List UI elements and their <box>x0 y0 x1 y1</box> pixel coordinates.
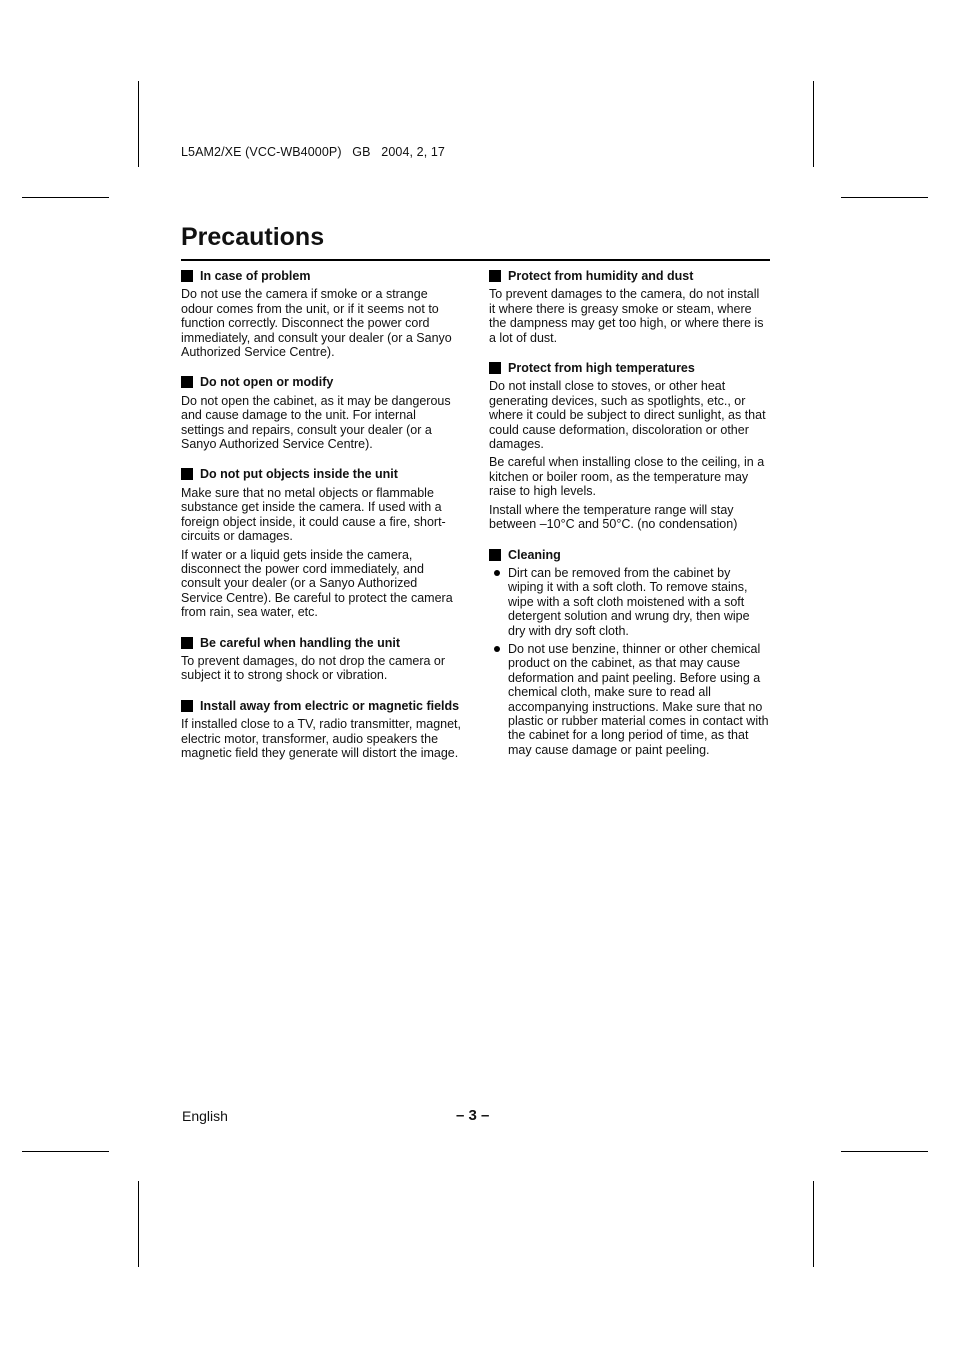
section-careful-handling <box>181 636 461 683</box>
page-title: Precautions <box>181 223 325 251</box>
document-meta: L5AM2/XE (VCC-WB4000P) GB 2004, 2, 17 <box>181 145 445 159</box>
square-bullet-icon <box>181 637 193 649</box>
bullet-dot-icon <box>494 570 500 576</box>
crop-mark <box>138 1181 139 1267</box>
section-paragraph: If water or a liquid gets inside the camera, disconnect the power cord immediately, and consult your dealer (or a Sanyo Authorized Service Centre). Be careful to protect the camera from rain, sea water, etc. <box>181 547 453 620</box>
section-humidity-dust <box>489 269 769 345</box>
section-heading: Protect from humidity and dust <box>508 269 694 283</box>
square-bullet-icon <box>181 376 193 388</box>
section-paragraph: Do not use the camera if smoke or a strange odour comes from the unit, or if it seems not to function correctly. Disconnect the power cord immediately, and consult your dealer (or a Sanyo Authorized Service Centre). <box>181 287 452 360</box>
section-heading: Cleaning <box>508 547 561 562</box>
list-item <box>489 642 769 757</box>
section-heading: Do not open or modify <box>200 375 334 390</box>
section-heading: Install away from electric or magnetic fields <box>200 698 460 713</box>
list-item-text: Do not use benzine, thinner or other chemical product on the cabinet, as that may cause deformation and paint peeling. Before using a chemical cloth, make sure to read all accompanying instructions. Make sure that no plastic or rubber material comes in contact with the cabinet for a long period of time, as that may cause damage or paint peeling. <box>508 641 769 757</box>
list-item-text: Dirt can be removed from the cabinet by wiping it with a soft cloth. To remove stains, wipe with a soft cloth moistened with a soft detergent solution and wrung dry, then wipe dry with dry soft cloth. <box>508 565 750 638</box>
section-no-objects-inside <box>181 467 461 619</box>
crop-mark <box>138 81 139 167</box>
section-heading: Do not put objects inside the unit <box>200 467 398 482</box>
section-paragraph: Be careful when installing close to the ceiling, in a kitchen or boiler room, as the temperature may raise to high levels. <box>489 455 765 499</box>
footer-language: English <box>182 1108 228 1124</box>
square-bullet-icon <box>489 549 501 561</box>
crop-mark <box>841 197 928 198</box>
section-paragraph: If installed close to a TV, radio transmitter, magnet, electric motor, transformer, audio speakers the magnetic field they generate will distort the image. <box>181 717 462 760</box>
page-number: – 3 – <box>456 1107 490 1124</box>
section-paragraph: To prevent damages to the camera, do not install it where there is greasy smoke or steam, where the dampness may get too high, or where there is a lot of dust. <box>489 287 764 345</box>
section-paragraph: Make sure that no metal objects or flammable substance get inside the camera. If used with a foreign object inside, it could cause a fire, short-circuits or damages. <box>181 485 446 544</box>
left-column <box>181 269 461 776</box>
right-column <box>489 269 769 773</box>
section-magnetic-fields <box>181 699 461 761</box>
section-paragraph: Do not open the cabinet, as it may be dangerous and cause damage to the unit. For internal settings and repairs, consult your dealer (or a Sanyo Authorized Service Centre). <box>181 393 451 452</box>
cleaning-list <box>489 566 769 757</box>
section-in-case-of-problem <box>181 269 461 359</box>
section-paragraph: Install where the temperature range will stay between –10°C and 50°C. (no condensation) <box>489 502 738 532</box>
section-heading: Be careful when handling the unit <box>200 635 401 650</box>
crop-mark <box>813 1181 814 1267</box>
square-bullet-icon <box>181 468 193 480</box>
section-paragraph: To prevent damages, do not drop the camera or subject it to strong shock or vibration. <box>181 653 446 683</box>
square-bullet-icon <box>181 700 193 712</box>
square-bullet-icon <box>181 270 193 282</box>
square-bullet-icon <box>489 270 501 282</box>
crop-mark <box>813 81 814 167</box>
section-do-not-open <box>181 375 461 451</box>
section-high-temperatures <box>489 361 769 531</box>
crop-mark <box>841 1151 928 1152</box>
crop-mark <box>22 1151 109 1152</box>
section-heading: Protect from high temperatures <box>508 361 695 376</box>
square-bullet-icon <box>489 362 501 374</box>
title-divider <box>181 259 770 261</box>
section-paragraph: Do not install close to stoves, or other heat generating devices, such as spotlights, etc., or where it could be subject to direct sunlight, as that could cause deformation, discoloration or other damages. <box>489 379 766 452</box>
section-heading: In case of problem <box>200 269 311 283</box>
crop-mark <box>22 197 109 198</box>
bullet-dot-icon <box>494 646 500 652</box>
section-cleaning <box>489 548 769 758</box>
list-item <box>489 566 769 638</box>
